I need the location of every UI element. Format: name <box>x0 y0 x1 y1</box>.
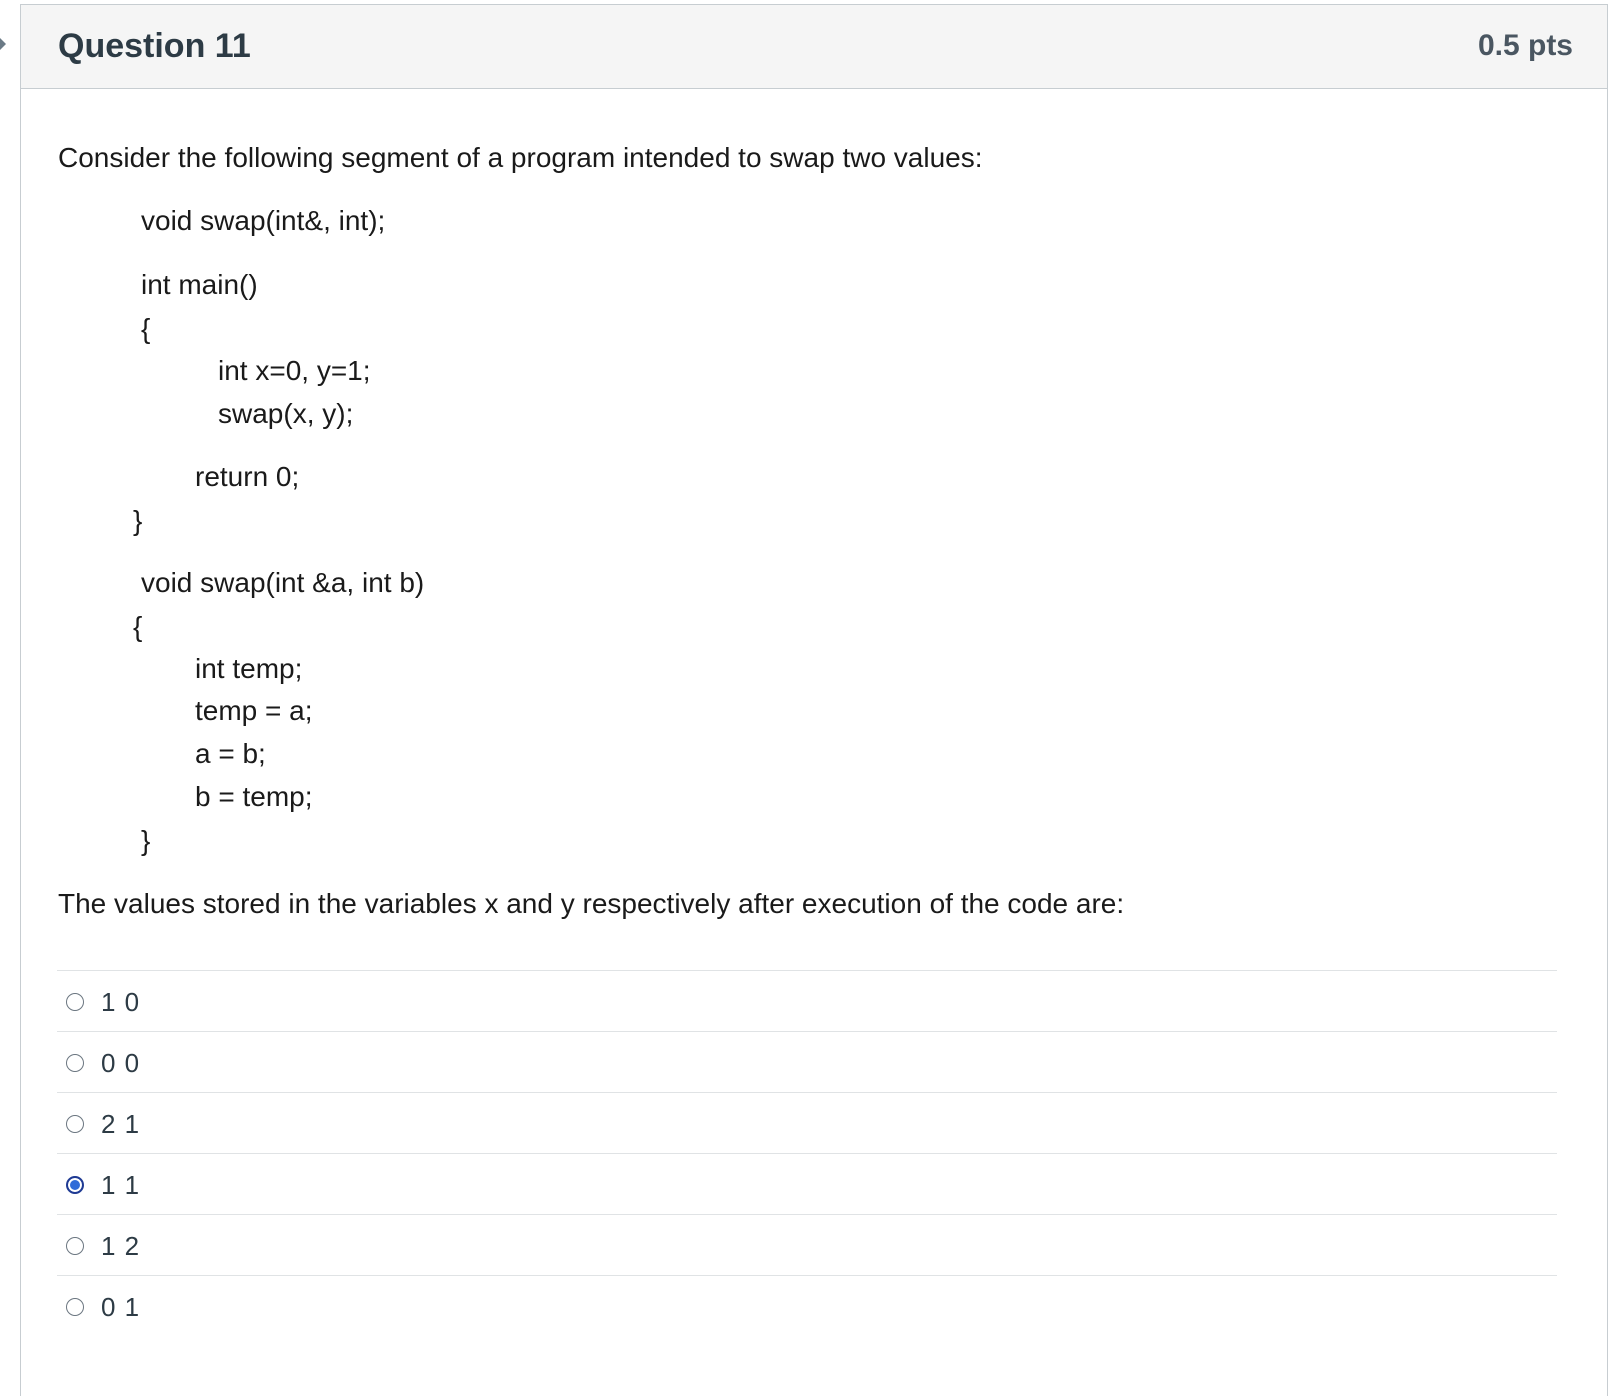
answer-label[interactable]: 1 0 <box>101 987 141 1017</box>
radio-button[interactable] <box>66 1115 84 1133</box>
code-line: temp = a; <box>195 695 313 726</box>
radio-button[interactable] <box>66 1054 84 1072</box>
code-line: int x=0, y=1; <box>218 355 371 386</box>
question-card <box>20 4 1608 1396</box>
question-points: 0.5 pts <box>1477 29 1573 62</box>
answer-option[interactable] <box>57 970 1557 1031</box>
answer-label[interactable]: 0 0 <box>101 1048 141 1078</box>
answer-label[interactable]: 0 1 <box>101 1292 141 1322</box>
answer-label[interactable]: 1 1 <box>101 1170 141 1200</box>
code-line: } <box>141 825 151 856</box>
answer-option[interactable] <box>57 1275 1557 1336</box>
answer-option[interactable] <box>57 1153 1557 1214</box>
radio-button[interactable] <box>66 1176 84 1194</box>
code-line: { <box>133 611 143 642</box>
question-followup: The values stored in the variables x and y respectively after execution of the code are: <box>58 888 1125 919</box>
question-header <box>21 5 1607 89</box>
radio-button[interactable] <box>66 1237 84 1255</box>
answer-option[interactable] <box>57 1214 1557 1275</box>
code-line: b = temp; <box>195 781 313 812</box>
code-line: void swap(int &a, int b) <box>141 567 425 598</box>
answer-option[interactable] <box>57 1092 1557 1153</box>
code-line: int main() <box>141 269 258 300</box>
answer-label[interactable]: 1 2 <box>101 1231 141 1261</box>
code-line: swap(x, y); <box>218 398 354 429</box>
code-line: a = b; <box>195 738 266 769</box>
question-marker-arrow <box>0 38 6 50</box>
code-line: void swap(int&, int); <box>141 205 386 236</box>
question-title: Question 11 <box>58 27 251 65</box>
code-line: { <box>141 313 151 344</box>
answer-label[interactable]: 2 1 <box>101 1109 141 1139</box>
radio-button[interactable] <box>66 1298 84 1316</box>
radio-button[interactable] <box>66 993 84 1011</box>
answer-option[interactable] <box>57 1031 1557 1092</box>
code-line: int temp; <box>195 653 303 684</box>
code-line: } <box>133 505 143 536</box>
code-line: return 0; <box>195 461 300 492</box>
answer-list <box>57 970 1557 1336</box>
question-prompt: Consider the following segment of a program intended to swap two values: <box>58 142 983 173</box>
